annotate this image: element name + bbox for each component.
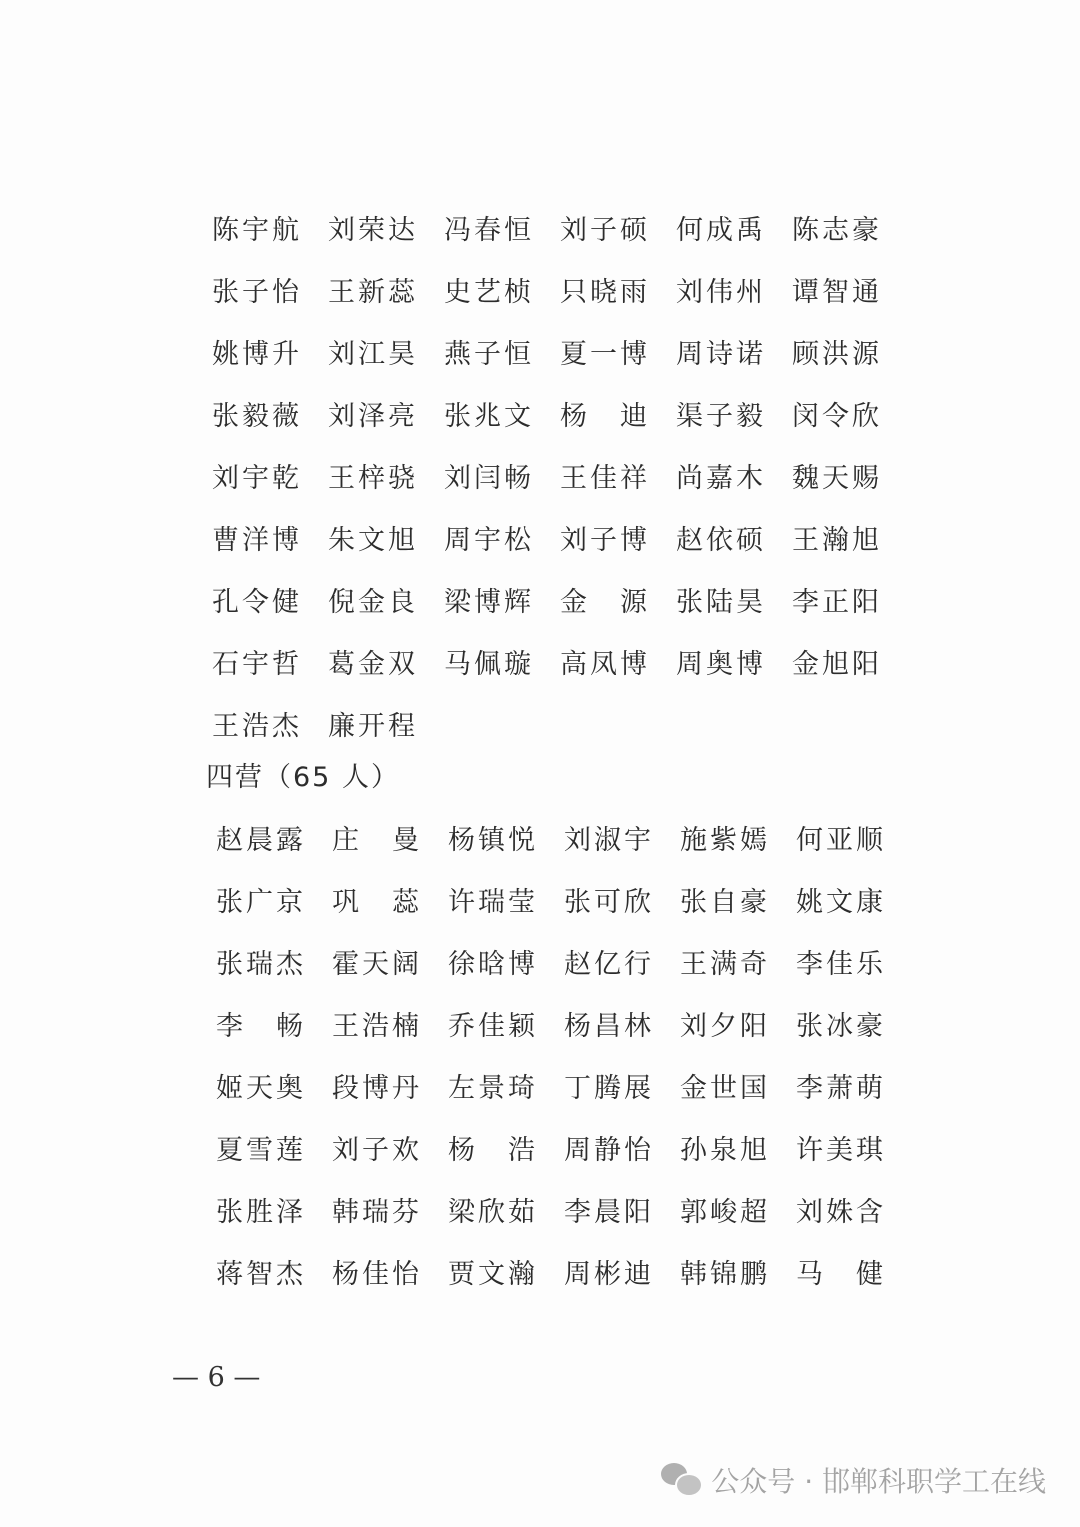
name-entry: 魏天赐 — [792, 462, 882, 494]
name-row — [216, 868, 896, 930]
name-entry: 张广京 — [216, 886, 306, 918]
name-entry: 王瀚旭 — [792, 524, 882, 556]
name-entry: 丁腾展 — [564, 1072, 654, 1104]
name-entry: 庄 曼 — [332, 824, 422, 856]
name-entry: 冯春恒 — [444, 214, 534, 246]
name-entry: 杨 浩 — [448, 1134, 538, 1166]
name-entry: 韩锦鹏 — [680, 1258, 770, 1290]
name-row — [212, 320, 892, 382]
section-heading: 四营（65 人） — [206, 762, 400, 793]
name-entry: 许美琪 — [796, 1134, 886, 1166]
name-entry: 刘子博 — [560, 524, 650, 556]
name-entry: 刘子欢 — [332, 1134, 422, 1166]
name-entry: 刘淑宇 — [564, 824, 654, 856]
name-entry: 曹洋博 — [212, 524, 302, 556]
name-entry: 朱文旭 — [328, 524, 418, 556]
name-row — [212, 506, 892, 568]
name-entry: 张兆文 — [444, 400, 534, 432]
name-entry: 刘夕阳 — [680, 1010, 770, 1042]
name-entry: 王满奇 — [680, 948, 770, 980]
name-entry: 顾洪源 — [792, 338, 882, 370]
name-entry: 杨镇悦 — [448, 824, 538, 856]
name-entry: 杨佳怡 — [332, 1258, 422, 1290]
name-entry: 周诗诺 — [676, 338, 766, 370]
name-entry: 李萧萌 — [796, 1072, 886, 1104]
name-row — [212, 444, 892, 506]
wechat-icon — [661, 1463, 701, 1497]
name-row — [212, 258, 892, 320]
name-entry: 张冰豪 — [796, 1010, 886, 1042]
name-entry: 梁欣茹 — [448, 1196, 538, 1228]
name-entry: 张瑞杰 — [216, 948, 306, 980]
name-entry: 段博丹 — [332, 1072, 422, 1104]
name-entry: 倪金良 — [328, 586, 418, 618]
name-entry: 张陆昊 — [676, 586, 766, 618]
name-entry: 渠子毅 — [676, 400, 766, 432]
name-entry: 韩瑞芬 — [332, 1196, 422, 1228]
name-entry: 赵依硕 — [676, 524, 766, 556]
name-row — [216, 930, 896, 992]
name-entry: 尚嘉木 — [676, 462, 766, 494]
name-entry: 李晨阳 — [564, 1196, 654, 1228]
name-entry: 何成禹 — [676, 214, 766, 246]
name-entry: 高凤博 — [560, 648, 650, 680]
name-entry: 梁博辉 — [444, 586, 534, 618]
name-entry: 张胜泽 — [216, 1196, 306, 1228]
name-entry: 王新蕊 — [328, 276, 418, 308]
name-entry: 巩 蕊 — [332, 886, 422, 918]
name-entry: 赵晨露 — [216, 824, 306, 856]
name-row — [216, 1240, 896, 1302]
page-number: — 6 — — [172, 1362, 261, 1393]
name-entry: 葛金双 — [328, 648, 418, 680]
name-entry: 孙泉旭 — [680, 1134, 770, 1166]
name-entry: 刘宇乾 — [212, 462, 302, 494]
name-entry: 张子怡 — [212, 276, 302, 308]
name-entry: 夏雪莲 — [216, 1134, 306, 1166]
name-entry: 周宇松 — [444, 524, 534, 556]
name-row — [212, 692, 892, 754]
name-list-continued — [212, 196, 892, 754]
name-entry: 金世国 — [680, 1072, 770, 1104]
name-list-camp-4 — [216, 806, 896, 1302]
name-entry: 石宇哲 — [212, 648, 302, 680]
name-entry: 姬天奥 — [216, 1072, 306, 1104]
name-row — [216, 1116, 896, 1178]
name-entry: 闵令欣 — [792, 400, 882, 432]
watermark — [661, 1460, 1046, 1500]
name-entry: 刘姝含 — [796, 1196, 886, 1228]
name-row — [216, 806, 896, 868]
name-entry: 只晓雨 — [560, 276, 650, 308]
name-entry: 李正阳 — [792, 586, 882, 618]
name-entry: 李佳乐 — [796, 948, 886, 980]
name-entry: 周静怡 — [564, 1134, 654, 1166]
name-entry: 张毅薇 — [212, 400, 302, 432]
name-entry: 许瑞莹 — [448, 886, 538, 918]
name-row — [216, 1054, 896, 1116]
name-entry: 周彬迪 — [564, 1258, 654, 1290]
name-entry: 霍天阔 — [332, 948, 422, 980]
name-entry: 周奥博 — [676, 648, 766, 680]
name-entry: 金 源 — [560, 586, 650, 618]
name-entry: 张可欣 — [564, 886, 654, 918]
name-entry: 史艺桢 — [444, 276, 534, 308]
watermark-text: 公众号 · 邯郸科职学工在线 — [711, 1465, 1046, 1498]
name-entry: 刘伟州 — [676, 276, 766, 308]
name-entry: 施紫嫣 — [680, 824, 770, 856]
name-entry: 王浩杰 — [212, 710, 302, 742]
name-entry: 夏一博 — [560, 338, 650, 370]
name-entry: 马佩璇 — [444, 648, 534, 680]
name-entry: 姚博升 — [212, 338, 302, 370]
name-row — [212, 196, 892, 258]
name-row — [212, 382, 892, 444]
name-entry: 郭峻超 — [680, 1196, 770, 1228]
name-entry: 贾文瀚 — [448, 1258, 538, 1290]
name-row — [216, 1178, 896, 1240]
name-entry: 张自豪 — [680, 886, 770, 918]
name-entry: 蒋智杰 — [216, 1258, 306, 1290]
name-entry: 杨昌林 — [564, 1010, 654, 1042]
name-entry: 徐晗博 — [448, 948, 538, 980]
name-entry: 陈志豪 — [792, 214, 882, 246]
name-entry: 刘泽亮 — [328, 400, 418, 432]
name-entry: 刘江昊 — [328, 338, 418, 370]
name-entry: 刘闫畅 — [444, 462, 534, 494]
name-entry: 王佳祥 — [560, 462, 650, 494]
name-row — [212, 630, 892, 692]
name-row — [216, 992, 896, 1054]
name-entry: 金旭阳 — [792, 648, 882, 680]
name-entry: 燕子恒 — [444, 338, 534, 370]
name-row — [212, 568, 892, 630]
name-entry: 李 畅 — [216, 1010, 306, 1042]
name-entry: 赵亿行 — [564, 948, 654, 980]
name-entry: 马 健 — [796, 1258, 886, 1290]
name-entry: 王梓骁 — [328, 462, 418, 494]
name-entry: 廉开程 — [328, 710, 418, 742]
name-entry: 何亚顺 — [796, 824, 886, 856]
name-entry: 杨 迪 — [560, 400, 650, 432]
name-entry: 左景琦 — [448, 1072, 538, 1104]
name-entry: 谭智通 — [792, 276, 882, 308]
name-entry: 刘子硕 — [560, 214, 650, 246]
name-entry: 姚文康 — [796, 886, 886, 918]
name-entry: 王浩楠 — [332, 1010, 422, 1042]
name-entry: 刘荣达 — [328, 214, 418, 246]
name-entry: 孔令健 — [212, 586, 302, 618]
name-entry: 陈宇航 — [212, 214, 302, 246]
name-entry: 乔佳颖 — [448, 1010, 538, 1042]
